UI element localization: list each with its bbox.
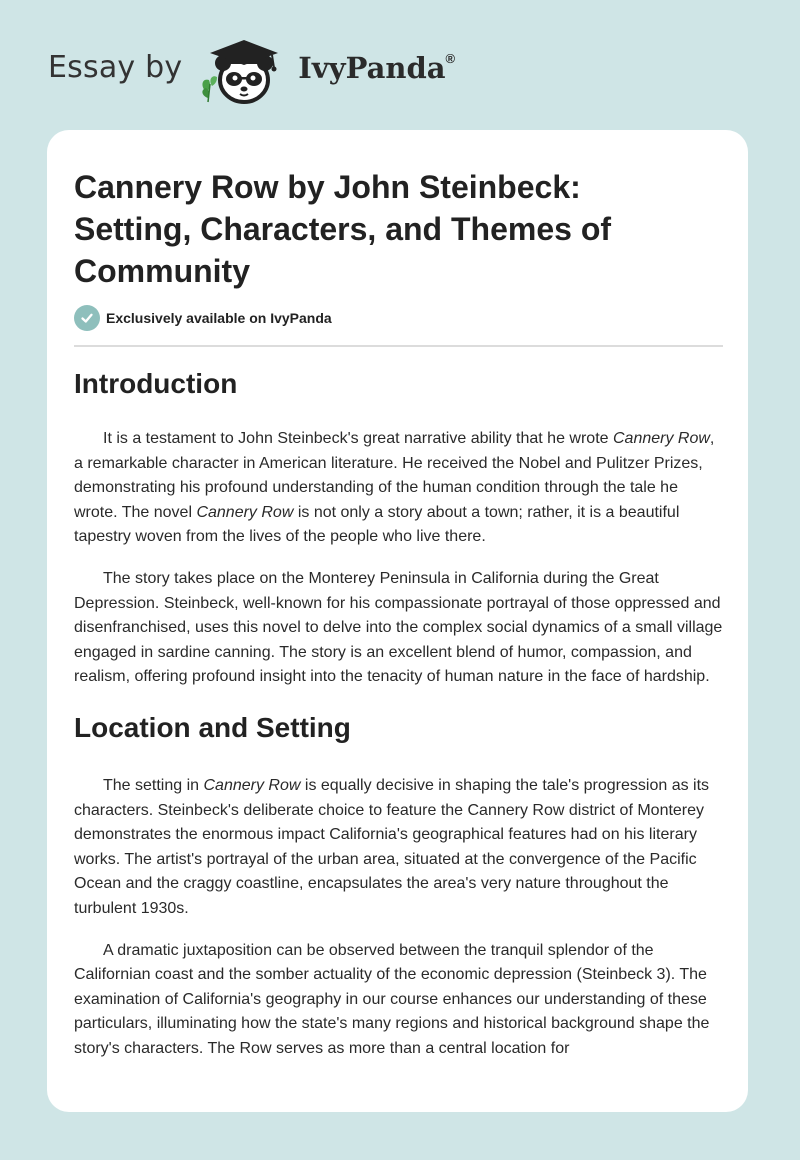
paragraph: A dramatic juxtaposition can be observed between the tranquil splendor of the Californian coast and the somber actuality of the economic depression (Steinbeck 3). The examination of California's geography in our course enhances our understanding of these particulars, illuminating how the state's many regions and historical background shape the story's characters. The Row serves as more than a central location for: [74, 941, 710, 1057]
essay-by-label: Essay by: [48, 49, 183, 85]
ivy-leaf-icon: [203, 76, 218, 102]
availability-badge: [74, 305, 332, 331]
ivypanda-logo[interactable]: [196, 32, 455, 108]
book-title: Cannery Row: [203, 776, 301, 794]
book-title: Cannery Row: [612, 430, 710, 447]
badge-label: Exclusively available on IvyPanda: [106, 310, 332, 326]
paragraph: The story takes place on the Monterey Peninsula in California during the Great Depression. Steinbeck, well-known for his compassionate portrayal of those oppressed and disenfranchised, uses this novel to delve into the complex social dynamics of a small village engaged in sardine canning. The story is an excellent blend of humor, compassion, and realism, offering profound insight into the tenacity of human nature in the face of hardship.: [74, 569, 723, 686]
article-card: [47, 130, 748, 1112]
paragraph: It is a testament to John Steinbeck's great narrative ability that he wrote Cannery Row, a remarkable character in American literature. He received the Nobel and Pulitzer Prizes, demonstrating his profound understanding of the human condition through the tale he wrote. The novel Cannery Row is not only a story about a town; rather, it is a beautiful tapestry woven from the lives of the people who live there.: [74, 430, 715, 546]
section-heading: Introduction: [74, 368, 238, 399]
article-body: [74, 363, 724, 1061]
brand-name: IvyPanda®: [298, 51, 456, 85]
site-header: [48, 30, 455, 110]
divider: [74, 345, 723, 347]
section-heading: Location and Setting: [74, 711, 351, 743]
registered-mark: ®: [445, 51, 456, 67]
panda-mascot-icon: [196, 32, 292, 108]
check-icon: [74, 305, 100, 331]
book-title: Cannery Row: [196, 503, 294, 521]
article-title: Cannery Row by John Steinbeck: Setting, Characters, and Themes of Community: [74, 169, 612, 289]
paragraph: The setting in Cannery Row is equally decisive in shaping the tale's progression as its characters. Steinbeck's deliberate choice to feature the Cannery Row district of Monterey demonstrates the enormous impact California's geographical features had on his literary works. The artist's portrayal of the urban area, situated at the convergence of the Pacific Ocean and the craggy coastline, encapsulates the area's very nature throughout the turbulent 1930s.: [74, 776, 710, 917]
